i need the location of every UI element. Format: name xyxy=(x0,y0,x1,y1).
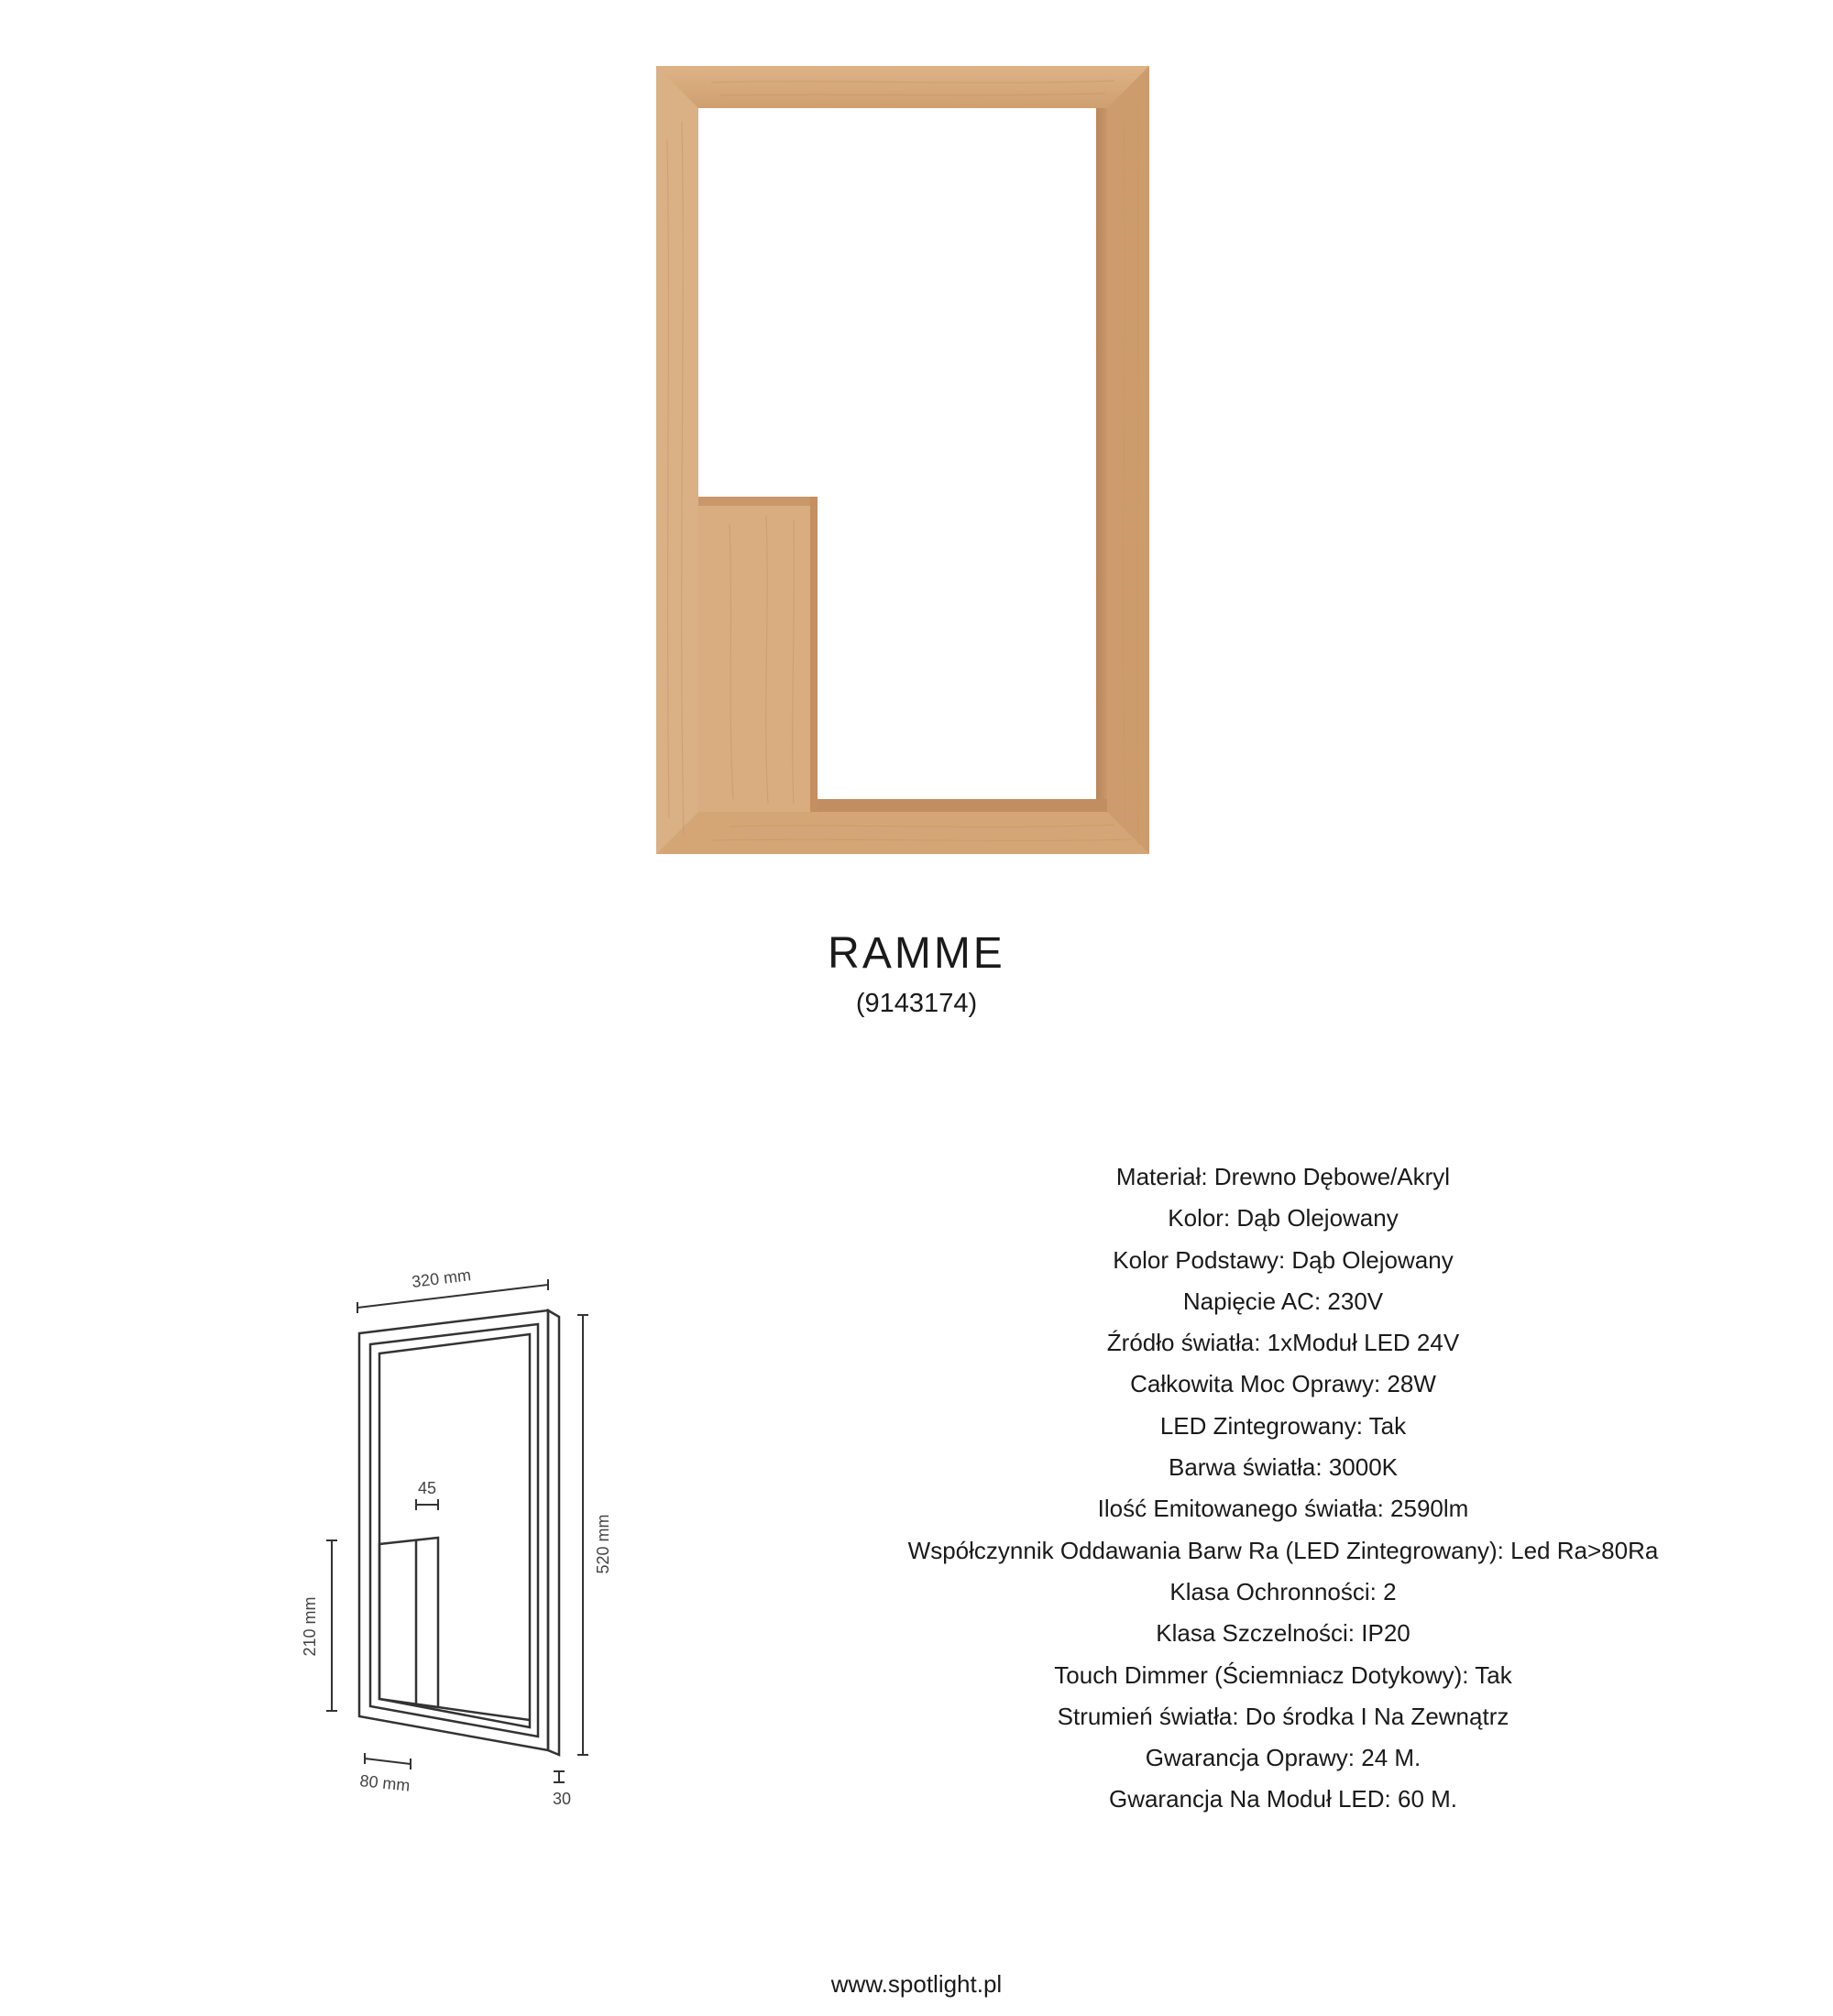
spec-item: Gwarancja Oprawy: 24 M. xyxy=(1145,1744,1421,1772)
spec-item: Materiał: Drewno Dębowe/Akryl xyxy=(1115,1163,1451,1190)
width-label: 320 mm xyxy=(411,1265,473,1291)
spec-item: Źródło światła: 1xModuł LED 24V xyxy=(1106,1329,1460,1357)
shelf-depth-label: 45 xyxy=(418,1479,437,1497)
spec-item: Klasa Ochronności: 2 xyxy=(1169,1577,1397,1605)
depth-label: 30 xyxy=(553,1790,572,1808)
product-name: RAMME xyxy=(828,929,1005,978)
height-label: 520 mm xyxy=(594,1514,612,1574)
spec-item: Kolor: Dąb Olejowany xyxy=(1168,1204,1399,1233)
drawing-frame-outer xyxy=(359,1310,548,1750)
spec-item: Ilość Emitowanego światła: 2590lm xyxy=(1097,1495,1469,1523)
product-code: (9143174) xyxy=(855,989,978,1018)
shelf-width-label: 80 mm xyxy=(358,1771,412,1795)
spec-item: Barwa światła: 3000K xyxy=(1168,1453,1399,1482)
drawing-frame-inner xyxy=(370,1324,538,1737)
spec-item: Całkowita Moc Oprawy: 28W xyxy=(1130,1370,1436,1398)
spec-item: Współczynnik Oddawania Barw Ra (LED Zintegrowany): Led Ra>80Ra xyxy=(907,1536,1659,1564)
spec-item: Strumień światła: Do środka I Na Zewnątrz xyxy=(1057,1702,1509,1730)
drawing-frame-opening xyxy=(379,1334,530,1727)
product-photo xyxy=(656,66,1149,854)
specifications-list xyxy=(825,1156,1741,1821)
title-block xyxy=(0,924,1833,1021)
spec-item: Gwarancja Na Moduł LED: 60 M. xyxy=(1108,1785,1458,1813)
website-link[interactable]: www.spotlight.pl xyxy=(830,1970,1003,1998)
drawing-frame-depth xyxy=(548,1310,559,1755)
spec-item: Touch Dimmer (Ściemniacz Dotykowy): Tak xyxy=(1054,1660,1512,1689)
shelf-height-label: 210 mm xyxy=(301,1596,319,1657)
shelf-width-dimension-line xyxy=(365,1759,411,1764)
width-dimension-line xyxy=(357,1285,548,1308)
dimension-drawing xyxy=(275,1242,642,1810)
spec-item: Klasa Szczelności: IP20 xyxy=(1156,1619,1410,1648)
spec-item: Kolor Podstawy: Dąb Olejowany xyxy=(1113,1245,1454,1274)
drawing-shelf xyxy=(379,1538,438,1707)
spec-item: LED Zintegrowany: Tak xyxy=(1159,1411,1407,1440)
spec-item: Napięcie AC: 230V xyxy=(1182,1287,1384,1315)
